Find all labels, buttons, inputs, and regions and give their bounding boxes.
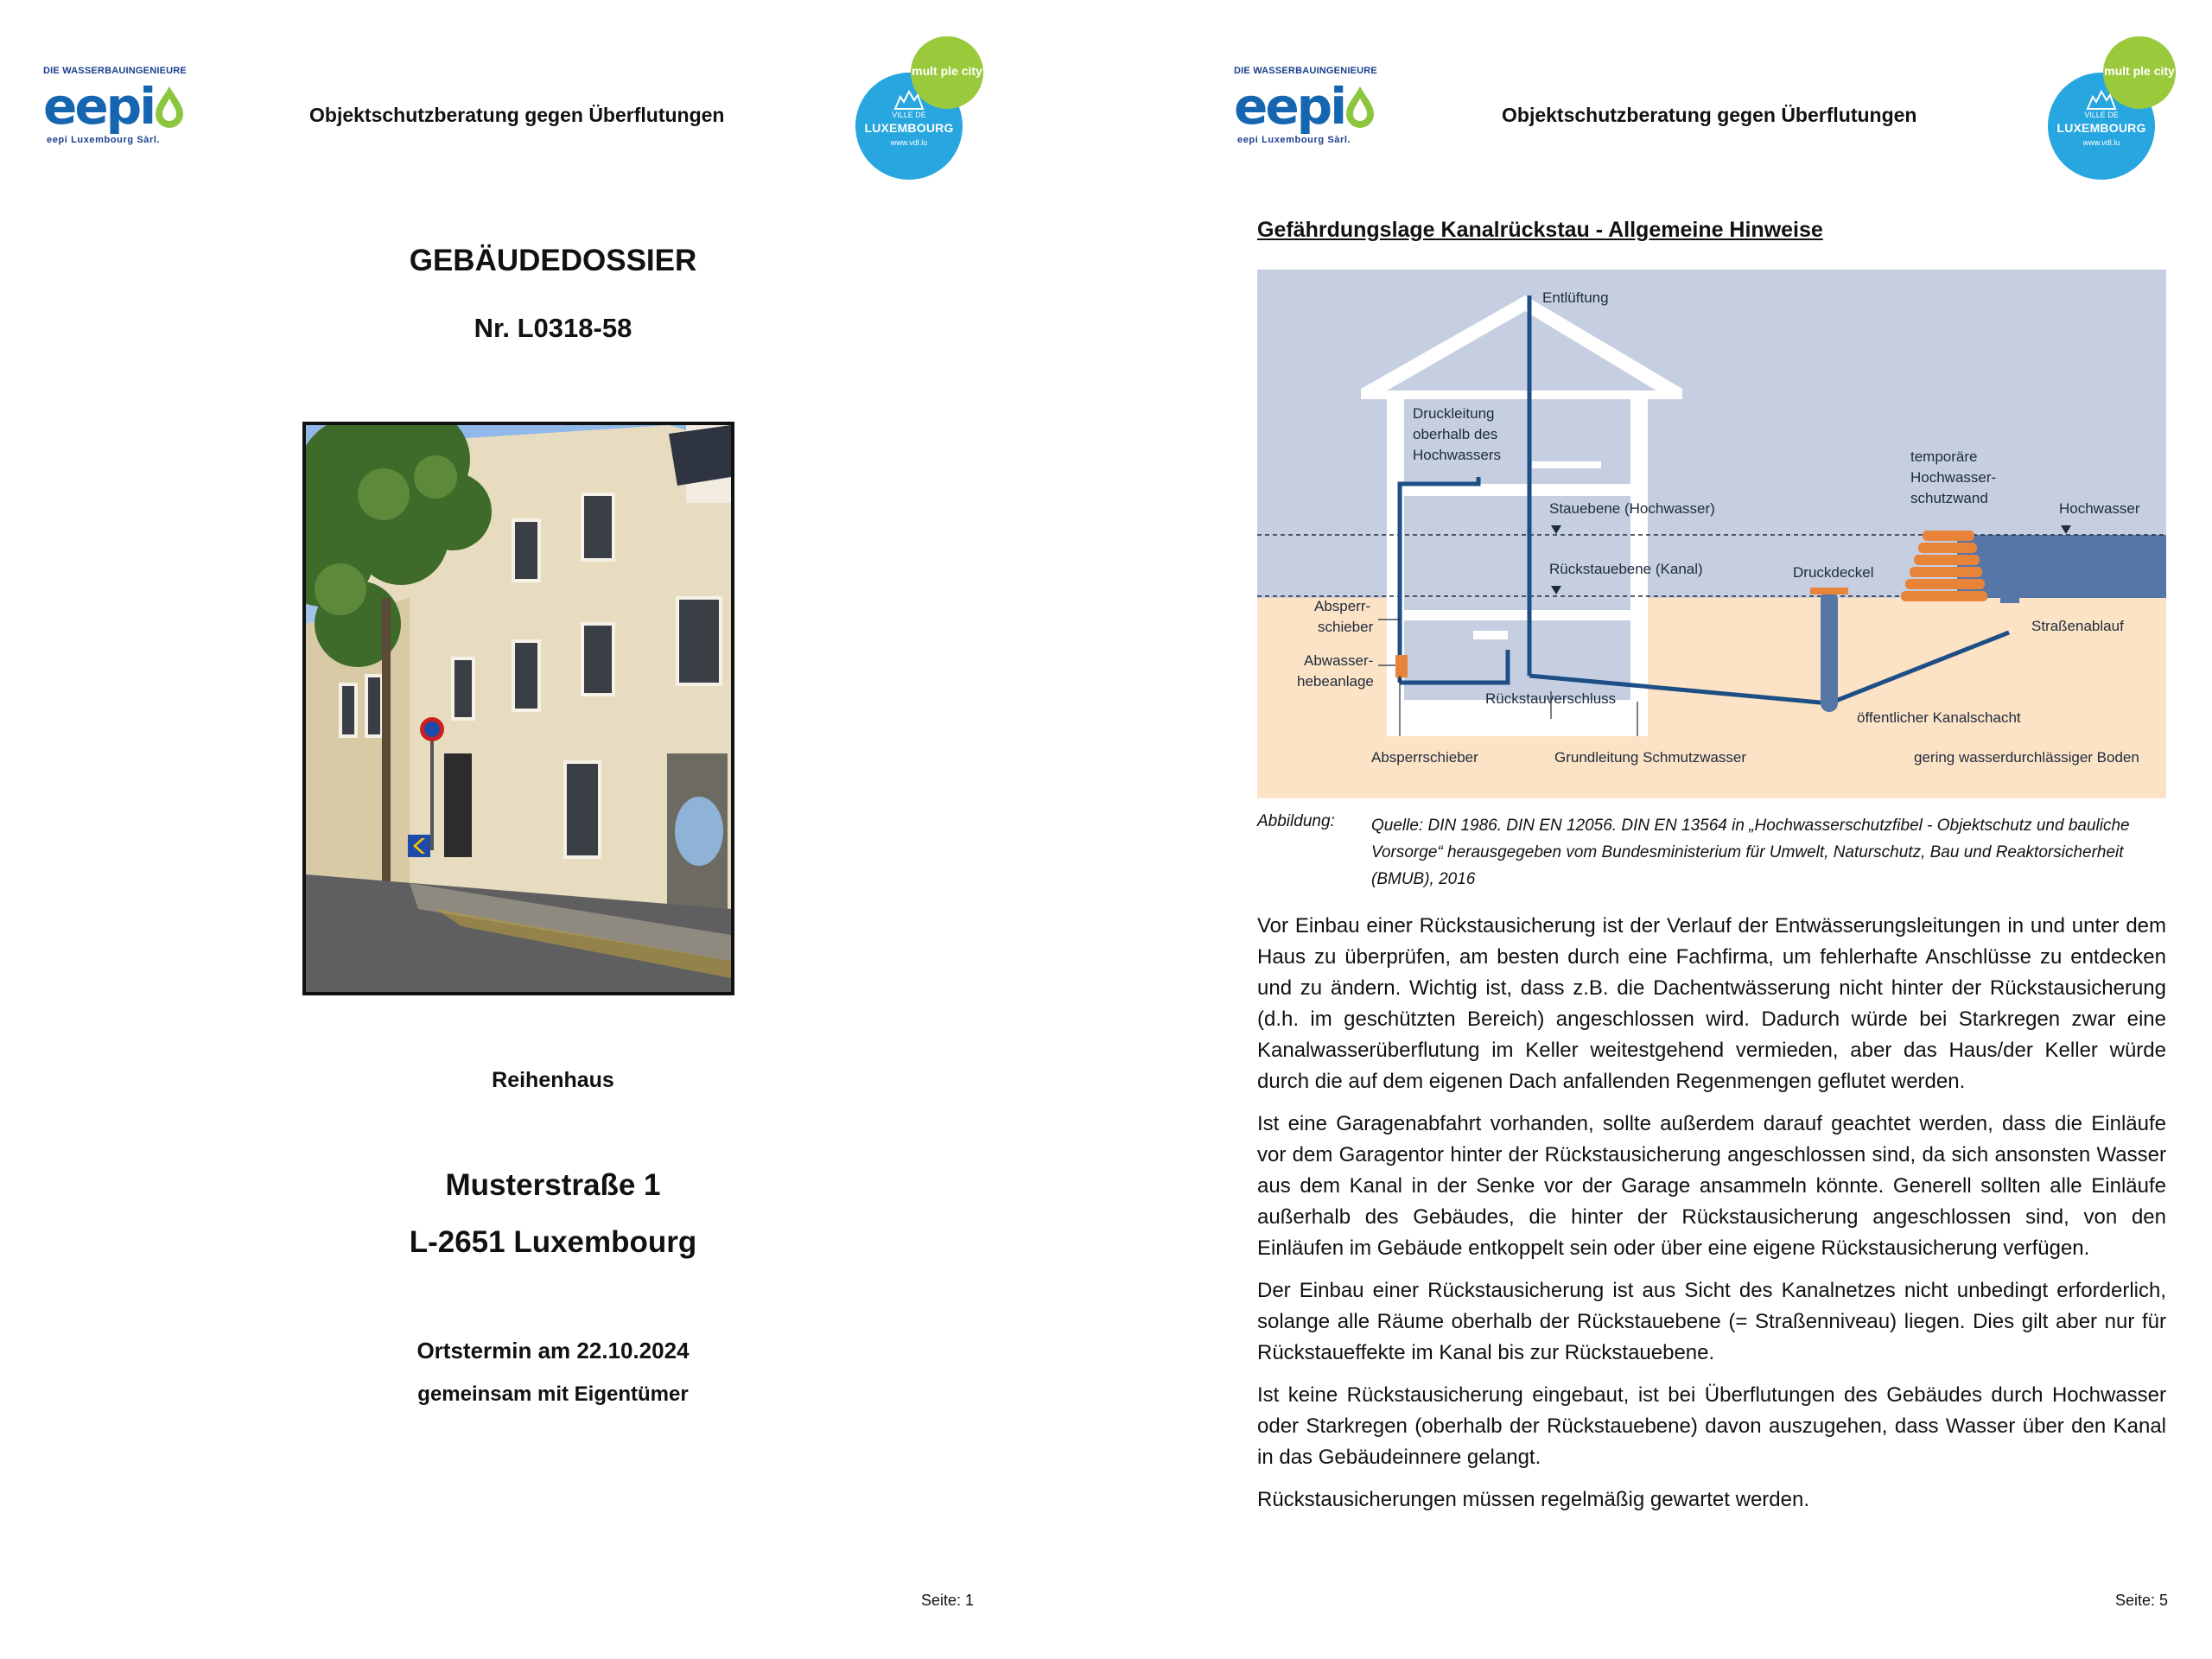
label-stauebene: Stauebene (Hochwasser) xyxy=(1549,500,1715,517)
paragraph: Rückstausicherungen müssen regelmäßig gewartet werden. xyxy=(1257,1488,1809,1511)
label-absperr-1: Absperr- xyxy=(1314,598,1371,614)
label-druckleitung-1: Druckleitung xyxy=(1413,405,1495,422)
city-logo xyxy=(2048,36,2186,183)
building-type: Reihenhaus xyxy=(492,1068,614,1092)
city-logo-line3: www.vdl.lu xyxy=(2082,138,2120,147)
paragraph: Ist keine Rückstausicherung eingebaut, ist bei Überflutungen des Gebäudes durch Hochwasser oder Starkregen (oberhalb der Rückstauebene) davon auszugehen, dass Wasser über den Kanal in das Gebäudeinnere gelangt. xyxy=(1257,1383,2166,1469)
logo-company: eepi Luxembourg Sàrl. xyxy=(1237,135,1351,145)
paragraph: Der Einbau einer Rückstausicherung ist aus Sicht des Kanalnetzes nicht unbedingt erforderlich, solange alle Räume oberhalb der Rückstauebene (= Straßenniveau) liegen. Dies gilt aber nur für Rückstaueffekte im Kanal bis zur Rückstauebene. xyxy=(1257,1279,2166,1364)
attendance-note: gemeinsam mit Eigentümer xyxy=(417,1382,689,1406)
backflow-diagram xyxy=(1257,270,2166,798)
label-grundleitung: Grundleitung Schmutzwasser xyxy=(1554,749,1747,766)
label-temp-1: temporäre xyxy=(1910,448,1978,465)
badge-text: mult ple city xyxy=(912,64,982,78)
logo-tagline: DIE WASSERBAUINGENIEURE xyxy=(1234,66,1377,76)
city-logo-line2: LUXEMBOURG xyxy=(2056,121,2146,135)
label-entlueftung: Entlüftung xyxy=(1542,289,1609,306)
label-boden: gering wasserdurchlässiger Boden xyxy=(1914,749,2139,766)
eepi-logo xyxy=(43,66,199,148)
doc-number: Nr. L0318-58 xyxy=(474,313,632,343)
label-rueckstauebene: Rückstauebene (Kanal) xyxy=(1549,561,1703,577)
address-street: Musterstraße 1 xyxy=(445,1168,661,1202)
doc-title: GEBÄUDEDOSSIER xyxy=(409,244,697,277)
header-title: Objektschutzberatung gegen Überflutungen xyxy=(309,104,725,126)
label-temp-2: Hochwasser- xyxy=(1910,469,1997,486)
paragraph: Vor Einbau einer Rückstausicherung ist der Verlauf der Entwässerungsleitungen in und unter dem Haus zu überprüfen, am besten durch eine Fachfirma, um fehlerhafte Anschlüsse zu entdecken und zu ändern. Wichtig ist, dass z.B. die Dachentwässerung nicht hinter der Rückstausicherung (d.h. im geschützten Bereich) angeschlossen wird. Dadurch würde bei Starkregen zwar eine Kanalwasserüberflutung im Keller weitestgehend vermieden, aber das Haus/der Keller würde durch die auf dem eigenen Dach anfallenden Regenmengen geflutet werden. xyxy=(1257,914,2166,1093)
city-logo xyxy=(855,36,994,183)
label-rueckstauverschluss: Rückstauverschluss xyxy=(1485,690,1617,707)
logo-wordmark: eepi xyxy=(1234,77,1345,136)
figure-caption: Quelle: DIN 1986. DIN EN 12056. DIN EN 13564 in „Hochwasserschutzfibel - Objektschutz und bauliche Vorsorge“ herausgegeben vom Bundesministerium für Umwelt, Naturschutz, Bau und Reaktorsicherheit (BMUB), 2016 xyxy=(1371,817,2130,888)
label-strassenablauf: Straßenablauf xyxy=(2031,618,2124,634)
body-text xyxy=(1257,911,2166,1527)
badge-text: mult ple city xyxy=(2104,64,2175,78)
address-city: L-2651 Luxembourg xyxy=(409,1225,697,1259)
city-logo-line2: LUXEMBOURG xyxy=(864,121,954,135)
paragraph: Ist eine Garagenabfahrt vorhanden, sollte außerdem darauf geachtet werden, dass die Einläufe vor dem Garagentor hinter der Rückstausicherung angeschlossen sind, da sich ansonsten Wasser aus dem Kanal in der Senke vor der Garage ansammeln könnte. Generell sollten alle Einläufe außerhalb des Gebäudes, die hinter der Rückstausicherung angeschlossen sind, von den Einläufen im Gebäude entkoppelt sein oder über eine eigene Rückstausicherung verfügen. xyxy=(1257,1112,2166,1260)
label-druckdeckel: Druckdeckel xyxy=(1793,564,1874,581)
page-number: Seite: 1 xyxy=(921,1592,975,1609)
logo-wordmark: eepi xyxy=(43,77,155,136)
section-title: Gefährdungslage Kanalrückstau - Allgemeine Hinweise xyxy=(1257,218,1823,242)
page-number: Seite: 5 xyxy=(2115,1592,2169,1609)
label-absperrschieber: Absperrschieber xyxy=(1371,749,1478,766)
water-drop-icon xyxy=(152,85,187,128)
city-logo-line3: www.vdl.lu xyxy=(890,138,928,147)
multiple-city-badge xyxy=(2103,36,2176,109)
city-logo-line1: VILLE DE xyxy=(892,111,926,119)
multiple-city-badge xyxy=(911,36,983,109)
caption-label: Abbildung: xyxy=(1257,812,1335,830)
label-abwasser-2: hebeanlage xyxy=(1297,673,1374,690)
document-page-5 xyxy=(1192,0,2212,1659)
appointment-date: Ortstermin am 22.10.2024 xyxy=(416,1338,690,1363)
eepi-logo xyxy=(1234,66,1389,148)
label-druckleitung-3: Hochwassers xyxy=(1413,447,1502,463)
logo-company: eepi Luxembourg Sàrl. xyxy=(47,135,161,145)
label-hochwasser: Hochwasser xyxy=(2059,500,2140,517)
label-temp-3: schutzwand xyxy=(1910,490,1988,506)
label-absperr-2: schieber xyxy=(1318,619,1374,635)
header-title: Objektschutzberatung gegen Überflutungen xyxy=(1502,104,1917,126)
logo-tagline: DIE WASSERBAUINGENIEURE xyxy=(43,66,187,76)
label-druckleitung-2: oberhalb des xyxy=(1413,426,1498,442)
label-kanalschacht: öffentlicher Kanalschacht xyxy=(1857,709,2021,726)
building-photo xyxy=(302,422,734,995)
water-drop-icon xyxy=(1343,85,1377,128)
city-logo-line1: VILLE DE xyxy=(2084,111,2119,119)
label-abwasser-1: Abwasser- xyxy=(1304,652,1374,669)
